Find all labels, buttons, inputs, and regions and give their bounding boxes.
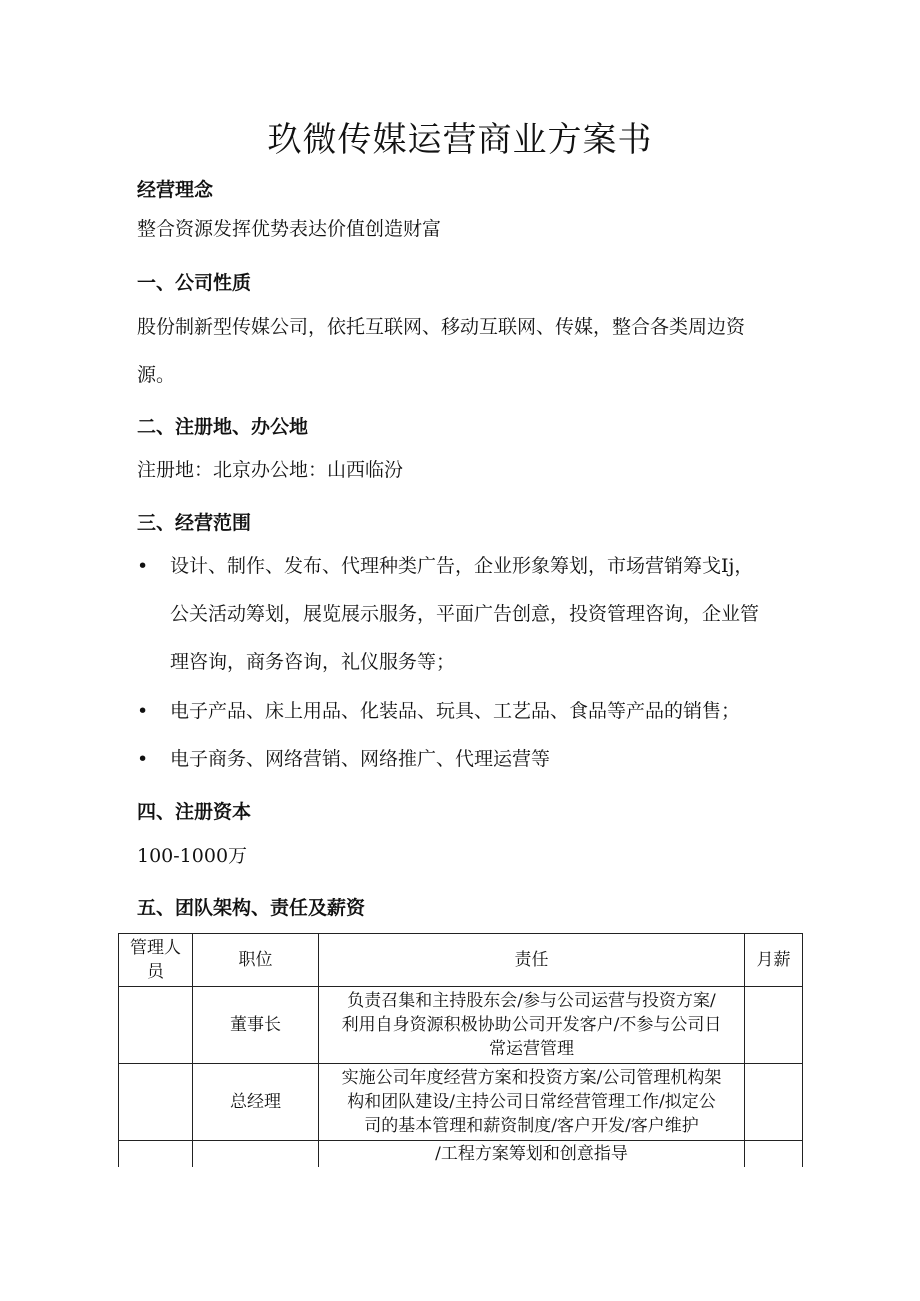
header-position: 职位 [193,934,319,987]
cell-manager [119,1141,193,1168]
philosophy-text: 整合资源发挥优势表达价值创造财富 [137,218,442,240]
bullet-icon: • [137,748,149,770]
list-item-line: 理咨询，商务咨询，礼仪服务等； [170,651,456,673]
section4-text: 100-1000万 [137,845,248,867]
cell-salary [745,1064,803,1141]
bullet-icon: • [137,700,149,722]
duty-line: 司的基本管理和薪资制度/客户开发/客户维护 [364,1116,699,1136]
section2-heading: 二、注册地、办公地 [137,416,309,438]
team-table [118,933,803,1167]
cell-salary [745,1141,803,1168]
list-item [137,542,807,686]
cell-duty [319,987,745,1064]
cell-manager [119,987,193,1064]
document-title: 玖微传媒运营商业方案书 [267,120,653,160]
table-row [119,1064,803,1141]
cell-position: 总经理 [193,1064,319,1141]
duty-line: 负责召集和主持股东会/参与公司运营与投资方案/ [347,991,716,1011]
list-item-line: 电子商务、网络营销、网络推广、代理运营等 [170,748,551,770]
table-row [119,987,803,1064]
list-item [137,735,807,783]
section1-heading: 一、公司性质 [137,272,252,294]
duty-line: 利用自身资源积极协助公司开发客户/不参与公司日 [341,1015,722,1035]
section2-text: 注册地：北京办公地：山西临汾 [137,459,404,481]
duty-line: /工程方案筹划和创意指导 [435,1144,628,1164]
duty-line: 构和团队建设/主持公司日常经营管理工作/拟定公 [347,1092,716,1112]
duty-line: 实施公司年度经营方案和投资方案/公司管理机构架 [341,1068,722,1088]
cell-position [193,1141,319,1168]
list-item-line: 设计、制作、发布、代理种类广告，企业形象筹划，市场营销筹戈Ij， [170,555,754,577]
cell-duty [319,1141,745,1168]
section1-line2: 源。 [137,364,176,386]
section3-heading: 三、经营范围 [137,512,252,534]
section5-heading: 五、团队架构、责任及薪资 [137,897,366,919]
header-manager: 管理人员 [119,934,193,987]
list-item-line: 公关活动筹划，展览展示服务，平面广告创意，投资管理咨询，企业管 [170,603,760,625]
bullet-icon: • [137,555,149,577]
section1-line1: 股份制新型传媒公司，依托互联网、移动互联网、传媒，整合各类周边资 [137,316,746,338]
duty-line: 常运营管理 [489,1039,574,1059]
philosophy-heading: 经营理念 [137,179,214,201]
cell-manager [119,1064,193,1141]
cell-salary [745,987,803,1064]
table-row [119,1141,803,1168]
list-item-line: 电子产品、床上用品、化装品、玩具、工艺品、食品等产品的销售； [170,700,741,722]
header-duty: 责任 [319,934,745,987]
cell-duty [319,1064,745,1141]
header-salary: 月薪 [745,934,803,987]
list-item [137,687,807,735]
table-header-row [119,934,803,987]
cell-position: 董事长 [193,987,319,1064]
section4-heading: 四、注册资本 [137,801,252,823]
